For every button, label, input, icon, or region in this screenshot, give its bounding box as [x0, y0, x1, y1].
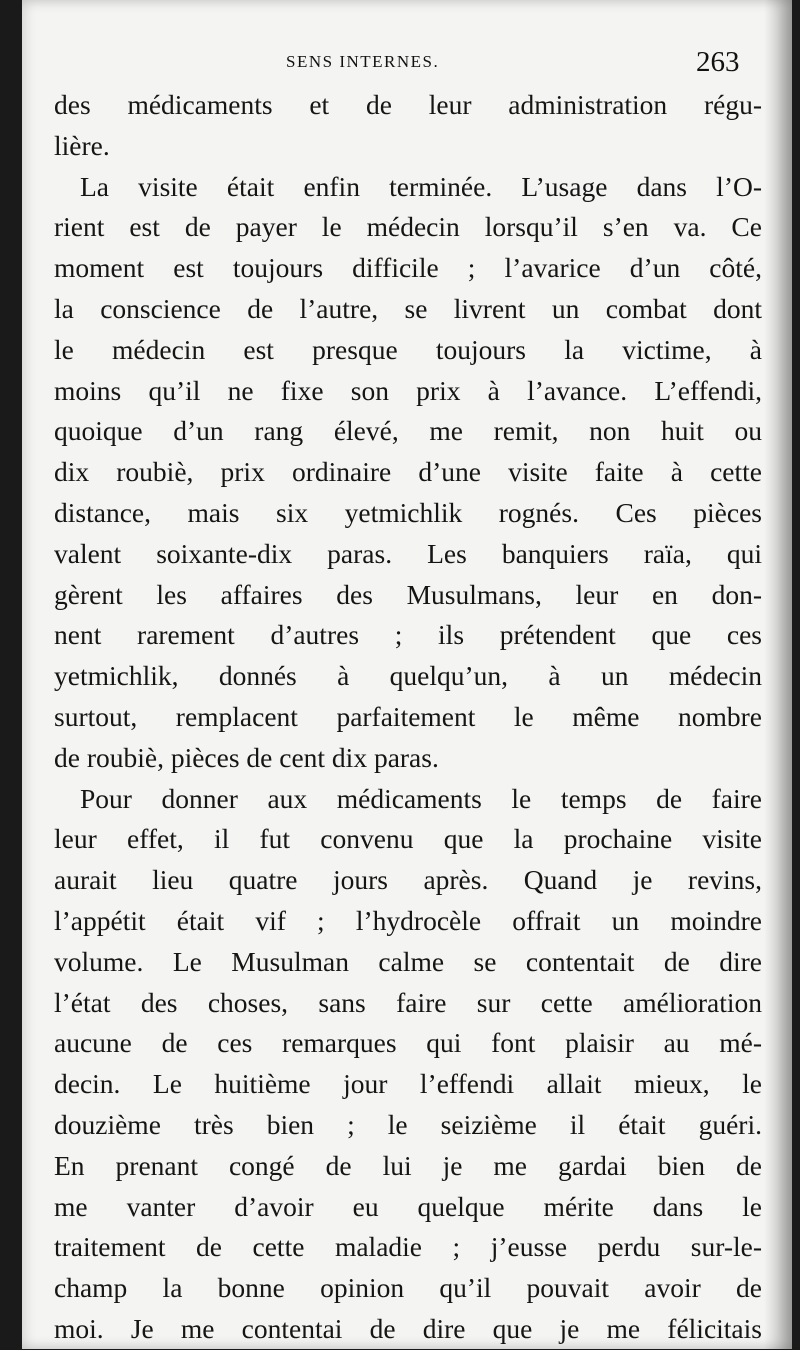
page-number: 263 — [696, 46, 740, 78]
book-page — [22, 0, 792, 1349]
text-line: douzième très bien ; le seizième il était guéri. — [54, 1108, 762, 1140]
text-line: leur effet, il fut convenu que la prochaine visite — [54, 823, 762, 855]
text-line: yetmichlik, donnés à quelqu’un, à un médecin — [54, 660, 762, 692]
text-line: quoique d’un rang élevé, me remit, non huit ou — [54, 415, 762, 447]
text-line: la conscience de l’autre, se livrent un combat dont — [54, 292, 762, 324]
text-line: moi. Je me contentai de dire que je me félicitais — [54, 1312, 762, 1344]
body-text — [54, 85, 762, 1350]
text-line: nent rarement d’autres ; ils prétendent que ces — [54, 619, 762, 651]
text-line: valent soixante-dix paras. Les banquiers raïa, qui — [54, 537, 762, 569]
text-line: surtout, remplacent parfaitement le même nombre — [54, 700, 762, 732]
text-line: rient est de payer le médecin lorsqu’il s’en va. Ce — [54, 211, 762, 243]
text-line: Pour donner aux médicaments le temps de faire — [80, 782, 762, 814]
text-line: le médecin est presque toujours la victime, à — [54, 333, 762, 365]
text-line: champ la bonne opinion qu’il pouvait avoir de — [54, 1272, 762, 1304]
text-line: moment est toujours difficile ; l’avarice d’un côté, — [54, 252, 762, 284]
text-line: de roubiè, pièces de cent dix paras. — [54, 741, 439, 773]
text-line: volume. Le Musulman calme se contentait de dire — [54, 945, 762, 977]
text-line: En prenant congé de lui je me gardai bien de — [54, 1149, 762, 1181]
text-line: l’appétit était vif ; l’hydrocèle offrait un moindre — [54, 904, 762, 936]
text-line: gèrent les affaires des Musulmans, leur en don- — [54, 578, 762, 610]
text-line: moins qu’il ne fixe son prix à l’avance. L’effendi, — [54, 374, 762, 406]
text-line: dix roubiè, prix ordinaire d’une visite faite à cette — [54, 456, 762, 488]
text-line: aucune de ces remarques qui font plaisir au mé- — [54, 1027, 762, 1059]
text-line: decin. Le huitième jour l’effendi allait mieux, le — [54, 1068, 762, 1100]
page-header — [22, 48, 792, 80]
running-title: SENS INTERNES. — [286, 52, 440, 71]
text-line: traitement de cette maladie ; j’eusse perdu sur-le- — [54, 1231, 762, 1263]
text-line: La visite était enfin terminée. L’usage dans l’O- — [80, 170, 762, 202]
text-line: l’état des choses, sans faire sur cette amélioration — [54, 986, 762, 1018]
text-line: distance, mais six yetmichlik rognés. Ces pièces — [54, 496, 762, 528]
text-line: aurait lieu quatre jours après. Quand je revins, — [54, 864, 762, 896]
text-line: lière. — [54, 129, 110, 161]
text-line: des médicaments et de leur administration régu- — [54, 89, 762, 120]
text-line: me vanter d’avoir eu quelque mérite dans le — [54, 1190, 762, 1222]
page-edge-shadow — [764, 0, 792, 1349]
